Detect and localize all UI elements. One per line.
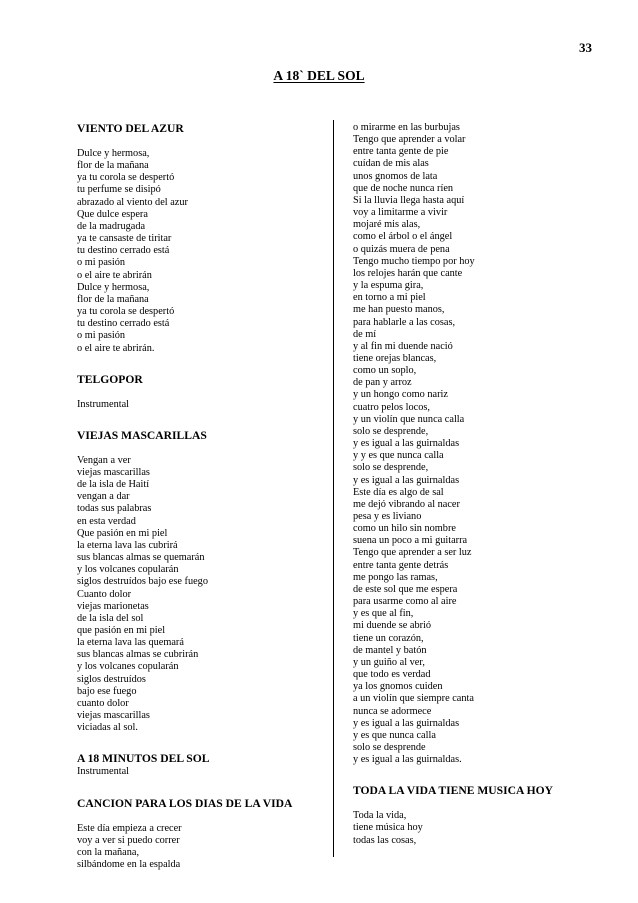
lyric-line: ya tu corola se despertó <box>77 306 175 318</box>
lyric-line: y es que al fin, <box>353 608 414 620</box>
song-heading-toda-la-vida: TODA LA VIDA TIENE MUSICA HOY <box>353 784 554 798</box>
lyric-line: o mi pasión <box>77 257 126 269</box>
lyric-line: Cuanto dolor <box>77 588 132 600</box>
lyric-line: tiene orejas blancas, <box>353 352 437 364</box>
lyric-line: entre tanta gente de pie <box>353 146 449 158</box>
lyric-line: y y es que nunca calla <box>353 450 444 462</box>
lyric-line: abrazado al viento del azur <box>77 196 188 208</box>
column-divider <box>333 120 334 857</box>
lyric-line: tiene música hoy <box>353 822 423 834</box>
lyrics-telgopor <box>77 399 327 411</box>
lyric-line: tu perfume se disipó <box>77 184 161 196</box>
lyric-line: para usarme como al aire <box>353 596 457 608</box>
lyric-line: siglos destruídos <box>77 673 146 685</box>
lyric-line: a un violín que siempre canta <box>353 693 474 705</box>
lyric-line: entre tanta gente detrás <box>353 559 449 571</box>
lyrics-cancion-continued <box>353 122 593 766</box>
lyric-line: bajo ese fuego <box>77 685 137 697</box>
lyric-line: y la espuma gira, <box>353 280 424 292</box>
lyric-line: Dulce y hermosa, <box>77 148 150 159</box>
lyric-line: de la madrugada <box>77 220 146 232</box>
lyric-line: todas sus palabras <box>77 503 152 515</box>
lyric-line: Si la lluvia llega hasta aquí <box>353 194 465 206</box>
lyric-line: viciadas al sol. <box>77 722 138 734</box>
lyric-line: Vengan a ver <box>77 454 131 466</box>
lyric-line: tu destino cerrado está <box>77 318 170 330</box>
lyric-line: me dejó vibrando al nacer <box>353 498 460 510</box>
lyric-line: tiene un corazón, <box>353 632 424 644</box>
lyric-line: ya te cansaste de tiritar <box>77 233 172 245</box>
lyrics-viejas-mascarillas <box>77 455 327 735</box>
lyric-line: sus blancas almas se quemarán <box>77 552 205 564</box>
lyric-line: Que dulce espera <box>77 208 148 220</box>
lyric-line: voy a ver si puedo correr <box>77 834 180 846</box>
lyric-line: vengan a dar <box>77 491 130 503</box>
lyric-line: los relojes harán que cante <box>353 267 463 279</box>
lyric-line: y es igual a las guirnaldas <box>353 717 460 729</box>
lyric-line: o quizás muera de pena <box>353 243 450 255</box>
lyric-line: nunca se adormece <box>353 705 432 717</box>
lyric-line: y es igual a las guirnaldas <box>353 474 460 486</box>
lyrics-a-18-minutos-del-sol <box>77 766 327 778</box>
lyric-line: pesa y es liviano <box>353 511 422 522</box>
lyric-line: y los volcanes copularán <box>77 564 179 576</box>
lyric-line: que de noche nunca ríen <box>353 182 454 194</box>
lyric-line: tu destino cerrado está <box>77 245 170 257</box>
lyric-line: y un hongo como nariz <box>353 389 448 401</box>
lyric-line: de mí <box>353 328 377 340</box>
lyric-line: y los volcanes copularán <box>77 661 179 673</box>
song-heading-viejas-mascarillas: VIEJAS MASCARILLAS <box>77 428 207 442</box>
left-column <box>77 122 327 871</box>
lyric-line: o mi pasión <box>77 330 126 342</box>
lyric-line: voy a limitarme a vivir <box>353 207 448 219</box>
lyric-line: cuatro pelos locos, <box>353 401 430 413</box>
lyric-line: de la isla de Haití <box>77 479 150 491</box>
lyric-line: la eterna lava las cubrirá <box>77 539 178 551</box>
lyric-line: que pasión en mi piel <box>77 625 166 636</box>
song-heading-cancion-para-los-dias: CANCION PARA LOS DIAS DE LA VIDA <box>77 796 293 810</box>
lyric-line: sus blancas almas se cubrirán <box>77 649 199 661</box>
lyric-line: y es igual a las guirnaldas <box>353 438 460 450</box>
lyrics-toda-la-vida <box>353 810 593 846</box>
lyric-line: o el aire te abrirán <box>77 269 152 281</box>
lyric-line: Toda la vida, <box>353 810 407 822</box>
lyric-line: como el árbol o el ángel <box>353 231 453 243</box>
lyric-line: y es igual a las guirnaldas. <box>353 754 462 766</box>
lyric-line: Tengo que aprender a ser luz <box>353 547 472 559</box>
lyric-line: como un soplo, <box>353 365 417 377</box>
lyric-line: flor de la mañana <box>77 293 149 305</box>
lyric-line: mi duende se abrió <box>353 620 432 632</box>
lyric-line: Dulce y hermosa, <box>77 281 150 293</box>
lyric-line: Tengo que aprender a volar <box>353 134 466 146</box>
lyric-line: todas las cosas, <box>353 834 417 846</box>
page-title: A 18` DEL SOL <box>273 68 365 83</box>
lyric-line: me han puesto manos, <box>353 304 445 316</box>
lyric-line: viejas marionetas <box>77 600 149 612</box>
lyric-line: de mantel y batón <box>353 644 427 656</box>
lyric-line: Que pasión en mi piel <box>77 527 168 539</box>
lyric-line: viejas mascarillas <box>77 466 150 478</box>
lyric-line: en torno a mi piel <box>353 292 426 304</box>
lyric-line: y al fin mi duende nació <box>353 340 453 352</box>
lyrics-viento-del-azur <box>77 148 327 355</box>
lyric-line: y un violín que nunca calla <box>353 413 465 425</box>
lyric-line: me pongo las ramas, <box>353 571 438 583</box>
lyric-line: Este día es algo de sal <box>353 486 444 498</box>
lyric-line: de pan y arroz <box>353 377 412 389</box>
lyric-line: para hablarle a las cosas, <box>353 316 456 328</box>
lyrics-cancion-para-los-dias <box>77 823 327 872</box>
lyric-line: que todo es verdad <box>353 669 431 681</box>
lyric-line: siglos destruídos bajo ese fuego <box>77 576 208 588</box>
lyric-line: solo se desprende, <box>353 425 429 437</box>
lyric-line: Instrumental <box>77 398 130 410</box>
lyric-line: silbándome en la espalda <box>77 859 181 871</box>
lyric-line: ya los gnomos cuiden <box>353 681 443 693</box>
right-column <box>353 122 593 847</box>
lyric-line: Este día empieza a crecer <box>77 822 182 834</box>
lyric-line: o mirarme en las burbujas <box>353 122 460 133</box>
lyric-line: solo se desprende, <box>353 462 429 474</box>
lyric-line: cuanto dolor <box>77 697 129 709</box>
lyric-line: con la mañana, <box>77 846 140 858</box>
lyric-line: flor de la mañana <box>77 160 149 172</box>
lyric-line: unos gnomos de lata <box>353 170 438 182</box>
lyric-line: y es que nunca calla <box>353 729 436 741</box>
lyric-line: viejas mascarillas <box>77 710 150 722</box>
lyric-line: o el aire te abrirán. <box>77 342 155 354</box>
lyric-line: solo se desprende <box>353 741 426 753</box>
song-heading-viento-del-azur: VIENTO DEL AZUR <box>77 122 184 135</box>
lyric-line: como un hilo sin nombre <box>353 523 456 535</box>
lyric-line: en esta verdad <box>77 515 136 527</box>
lyric-line: de este sol que me espera <box>353 583 458 595</box>
lyric-line: Tengo mucho tiempo por hoy <box>353 255 475 267</box>
lyric-line: Instrumental <box>77 766 130 778</box>
lyric-line: mojaré mis alas, <box>353 219 421 231</box>
lyric-line: de la isla del sol <box>77 612 144 624</box>
song-heading-telgopor: TELGOPOR <box>77 372 143 386</box>
lyric-line: suena un poco a mi guitarra <box>353 535 468 547</box>
page-number: 33 <box>579 40 592 55</box>
song-heading-a-18-minutos-del-sol: A 18 MINUTOS DEL SOL <box>77 752 210 766</box>
lyric-line: cuídan de mis alas <box>353 158 429 170</box>
lyric-line: la eterna lava las quemará <box>77 637 184 649</box>
lyric-line: ya tu corola se despertó <box>77 172 175 184</box>
lyric-line: y un guiño al ver, <box>353 656 425 668</box>
